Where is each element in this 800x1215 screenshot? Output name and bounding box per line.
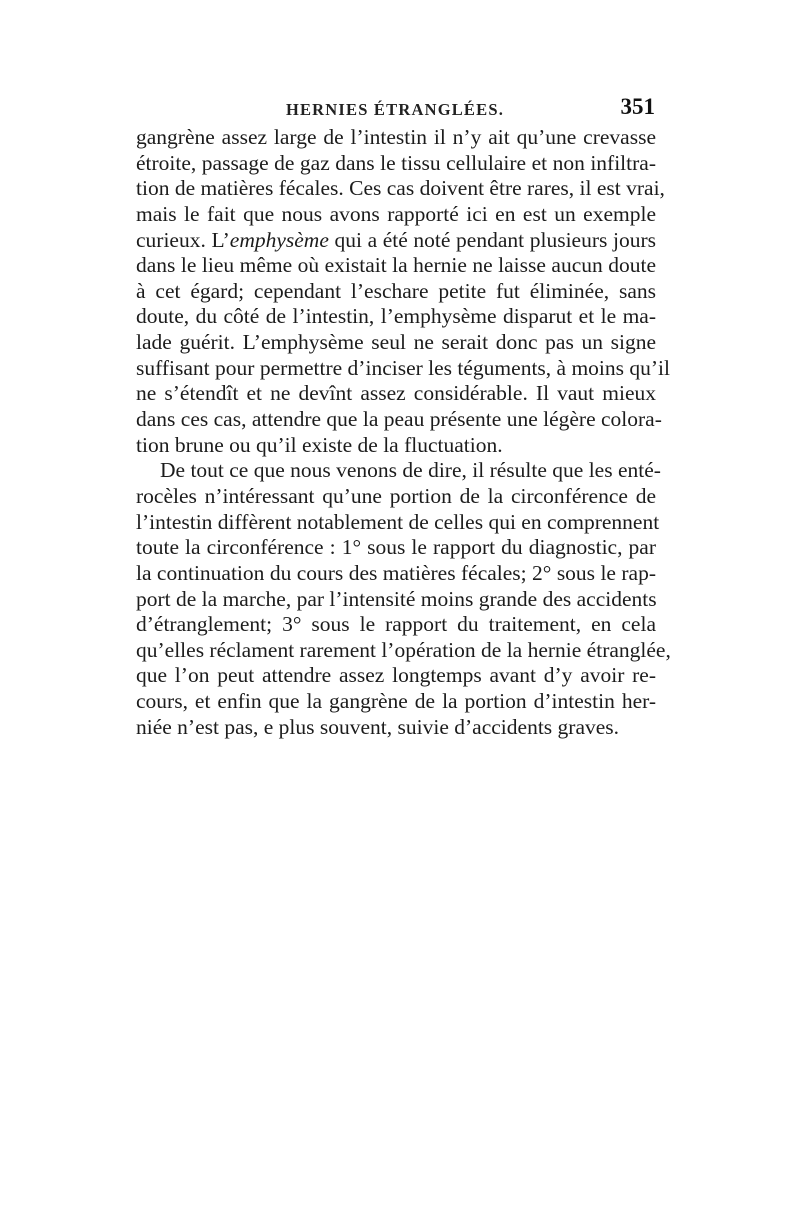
page-number: 351 <box>620 94 655 119</box>
text-line: De tout ce que nous venons de dire, il résulte que les enté- <box>160 458 661 483</box>
text-line: dans ces cas, attendre que la peau présente une légère colora- <box>136 407 662 432</box>
paragraph-2 <box>136 458 671 740</box>
text-line: gangrène assez large de l’intestin il n’y ait qu’une crevasse <box>136 125 656 149</box>
text-line: la continuation du cours des matières fécales; 2° sous le rap- <box>136 560 656 585</box>
text-line: lade guérit. L’emphysème seul ne serait donc pas un signe <box>136 330 656 355</box>
paragraph-1 <box>136 125 670 458</box>
text-line: d’étranglement; 3° sous le rapport du traitement, en cela <box>136 612 656 637</box>
text-line: à cet égard; cependant l’eschare petite fut éliminée, sans <box>136 278 656 303</box>
running-head <box>135 94 655 124</box>
text-line: l’intestin diffèrent notablement de celles qui en comprennent <box>136 509 660 534</box>
text-segment: qui a été noté pendant plusieurs jours <box>328 227 656 252</box>
text-line: doute, du côté de l’intestin, l’emphysème disparut et le ma- <box>136 304 656 329</box>
text-line: niée n’est pas, e plus souvent, suivie d’accidents graves. <box>136 714 620 739</box>
text-line: toute la circonférence : 1° sous le rapport du diagnostic, par <box>136 535 656 560</box>
text-segment: curieux. L’ <box>136 227 230 252</box>
text-line: tion brune ou qu’il existe de la fluctuation. <box>136 432 503 457</box>
text-line: qu’elles réclament rarement l’opération de la hernie étranglée, <box>136 637 671 662</box>
body-text <box>136 125 671 740</box>
text-line: cours, et enfin que la gangrène de la portion d’intestin her- <box>136 689 656 714</box>
text-line: étroite, passage de gaz dans le tissu cellulaire et non infiltra- <box>136 150 656 175</box>
text-line: suffisant pour permettre d’inciser les téguments, à moins qu’il <box>136 355 670 380</box>
text-line: dans le lieu même où existait la hernie ne laisse aucun doute <box>136 253 656 278</box>
text-line: port de la marche, par l’intensité moins grande des accidents <box>136 586 657 611</box>
text-line: mais le fait que nous avons rapporté ici en est un exemple <box>136 201 656 226</box>
running-title: HERNIES ÉTRANGLÉES. <box>285 100 505 119</box>
text-line: que l’on peut attendre assez longtemps avant d’y avoir re- <box>136 663 656 688</box>
text-line-with-italic <box>136 228 656 254</box>
text-line: rocèles n’intéressant qu’une portion de la circonférence de <box>136 483 656 508</box>
italic-term: emphysème <box>229 227 329 252</box>
text-line: tion de matières fécales. Ces cas doivent être rares, il est vrai, <box>136 176 665 201</box>
text-line: ne s’étendît et ne devînt assez considérable. Il vaut mieux <box>136 381 656 406</box>
